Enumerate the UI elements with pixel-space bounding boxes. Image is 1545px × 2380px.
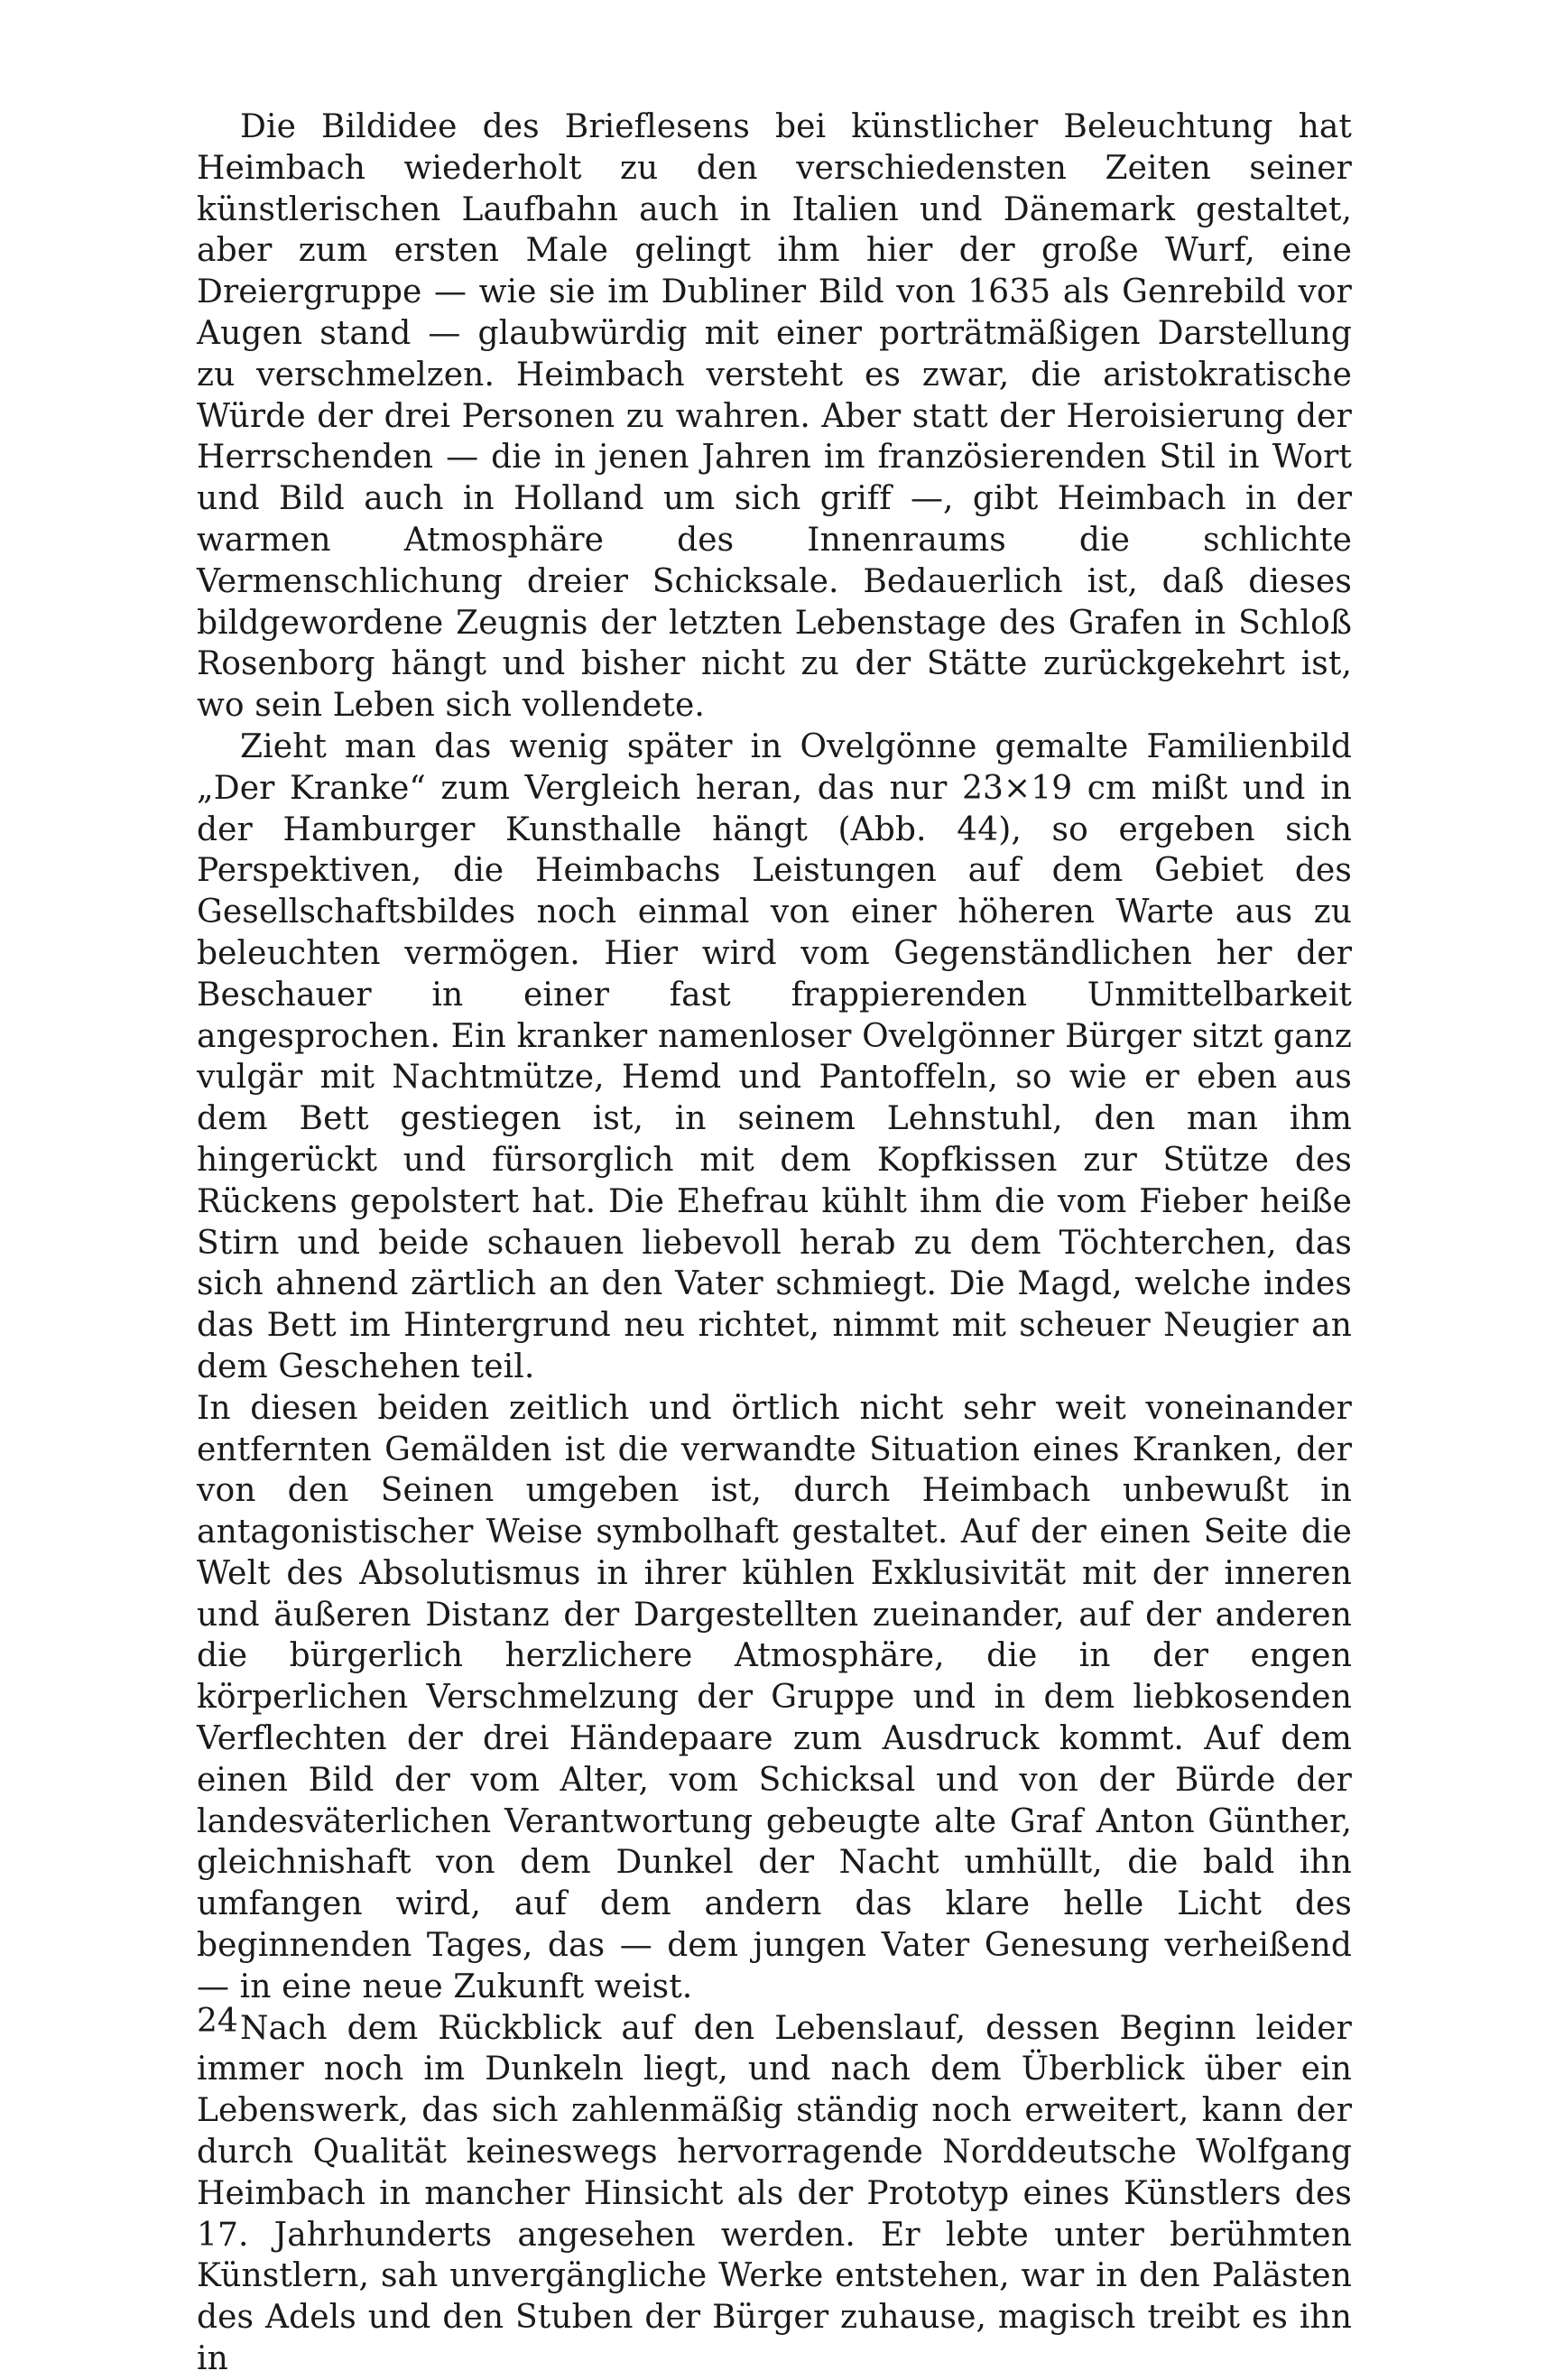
paragraph-2: Zieht man das wenig später in Ovelgönne gemalte Familienbild „Der Kranke“ zum Vergleich heran, das nur 23×19 cm mißt und in der Hamburger Kunsthalle hängt (Abb. 44), so ergeben sich Perspektiven, die Heimbachs Leistungen auf dem Gebiet des Gesellschaftsbildes noch einmal von einer höheren Warte aus zu beleuchten vermögen. Hier wird vom Gegenständlichen her der Beschauer in einer fast frappierenden Unmittelbarkeit angesprochen. Ein kranker namenloser Ovelgönner Bürger sitzt ganz vulgär mit Nachtmütze, Hemd und Pantoffeln, so wie er eben aus dem Bett gestiegen ist, in seinem Lehnstuhl, den man ihm hingerückt und fürsorglich mit dem Kopfkissen zur Stütze des Rückens gepolstert hat. Die Ehefrau kühlt ihm die vom Fieber heiße Stirn und beide schauen liebevoll herab zu dem Töchterchen, das sich ahnend zärtlich an den Vater schmiegt. Die Magd, welche indes das Bett im Hintergrund neu richtet, nimmt mit scheuer Neugier an dem Geschehen teil. bbox=[197, 727, 1352, 1385]
body-text bbox=[197, 106, 1352, 2380]
paragraph-3: In diesen beiden zeitlich und örtlich nicht sehr weit voneinander entfernten Gemälden ist die verwandte Situation eines Kranken, der von den Seinen umgeben ist, durch Heimbach unbewußt in antagonistischer Weise symbolhaft gestaltet. Auf der einen Seite die Welt des Absolutismus in ihrer kühlen Exklusivität mit der inneren und äußeren Distanz der Dargestellten zueinander, auf der anderen die bürgerlich herzlichere Atmosphäre, die in der engen körperlichen Verschmelzung der Gruppe und in dem liebkosenden Verflechten der drei Händepaare zum Ausdruck kommt. Auf dem einen Bild der vom Alter, vom Schicksal und von der Bürde der landesväterlichen Verantwortung gebeugte alte Graf Anton Günther, gleichnishaft von dem Dunkel der Nacht umhüllt, die bald ihn umfangen wird, auf dem andern das klare helle Licht des beginnenden Tages, das — dem jungen Vater Genesung verheißend — in eine neue Zukunft weist. bbox=[197, 1389, 1352, 2005]
page-number: 24 bbox=[197, 2003, 238, 2040]
paragraph-1: Die Bildidee des Brieflesens bei künstlicher Beleuchtung hat Heimbach wiederholt zu den verschiedensten Zeiten seiner künstlerischen Laufbahn auch in Italien und Dänemark gestaltet, aber zum ersten Male gelingt ihm hier der große Wurf, eine Dreiergruppe — wie sie im Dubliner Bild von 1635 als Genrebild vor Augen stand — glaubwürdig mit einer porträtmäßigen Darstellung zu verschmelzen. Heimbach versteht es zwar, die aristokratische Würde der drei Personen zu wahren. Aber statt der Heroisierung der Herrschenden — die in jenen Jahren im französierenden Stil in Wort und Bild auch in Holland um sich griff —, gibt Heimbach in der warmen Atmosphäre des Innenraums die schlichte Vermenschlichung dreier Schicksale. Bedauerlich ist, daß dieses bildgewordene Zeugnis der letzten Lebenstage des Grafen in Schloß Rosenborg hängt und bisher nicht zu der Stätte zurückgekehrt ist, wo sein Leben sich vollendete. bbox=[197, 108, 1352, 725]
paragraph-4: Nach dem Rückblick auf den Lebenslauf, dessen Beginn leider immer noch im Dunkeln liegt, und nach dem Überblick über ein Lebenswerk, das sich zahlenmäßig ständig noch erweitert, kann der durch Qualität keineswegs hervorragende Norddeutsche Wolfgang Heimbach in mancher Hinsicht als der Prototyp eines Künstlers des 17. Jahrhunderts angesehen werden. Er lebte unter berühmten Künstlern, sah unvergängliche Werke entstehen, war in den Palästen des Adels und den Stuben der Bürger zuhause, magisch treibt es ihn in bbox=[197, 2009, 1352, 2378]
